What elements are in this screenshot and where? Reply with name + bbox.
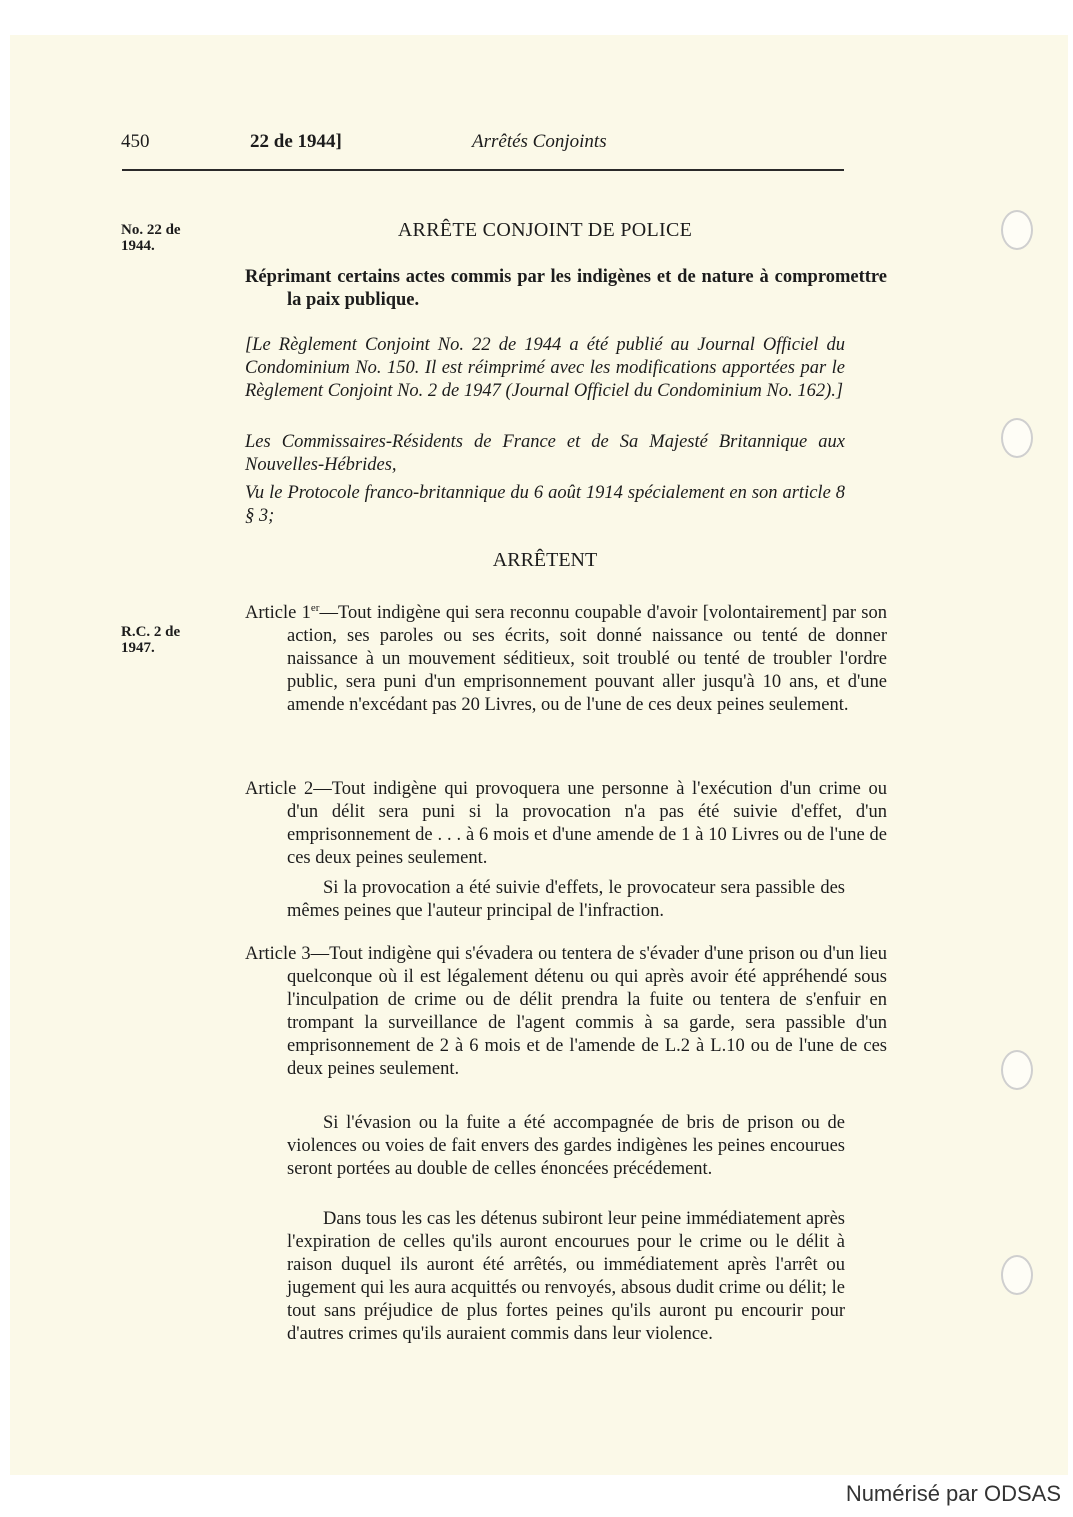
punch-hole	[1001, 418, 1033, 458]
article-3-paragraph-2: Si l'évasion ou la fuite a été accompagnée de bris de prison ou de violences ou voies de fait envers des gardes indigènes les peines encourues seront portées au double de celles énoncées précédement.	[287, 1113, 845, 1179]
punch-hole	[1001, 210, 1033, 250]
punch-hole	[1001, 1050, 1033, 1090]
article-1	[245, 597, 887, 717]
arretent-heading: ARRÊTENT	[492, 549, 598, 571]
article-2-text: —Tout indigène qui provoquera une personne à l'exécution d'un crime ou d'un délit sera puni si la provocation n'a pas été suivie d'effet, d'un emprisonnement de . . . à 6 mois et d'une amende de 1 à 10 Livres ou de l'une de ces deux peines seulement.	[287, 779, 887, 868]
article-1-label: Article 1	[245, 603, 311, 624]
header-rule	[122, 169, 844, 171]
publication-note: [Le Règlement Conjoint No. 22 de 1944 a été publié au Journal Officiel du Condominium No. 150. Il est réimprimé avec les modifications apportées par le Règlement Conjoint No. 2 de 1947 (Journal Officiel du Condominium No. 162).]	[245, 335, 845, 401]
digitization-credit: Numérisé par ODSAS	[845, 1481, 1061, 1506]
article-3-paragraph-3: Dans tous les cas les détenus subiront leur peine immédiatement après l'expiration de celles qu'ils auront encourues pour le crime ou le délit à raison duquel ils auront été arrêtés, ou immédiatement après l'arrêt ou jugement qui les aura acquittés ou renvoyés, absous dudit crime ou délit; le tout sans préjudice de plus fortes peines qu'ils auront pu encourir pour d'autres crimes qu'ils auraient commis dans leur violence.	[287, 1209, 845, 1344]
article-3	[245, 943, 887, 1081]
article-2-paragraph-2: Si la provocation a été suivie d'effets, le provocateur sera passible des mêmes peines que l'auteur principal de l'infraction.	[287, 878, 845, 921]
punch-hole	[1001, 1255, 1033, 1295]
preamble-commissioners: Les Commissaires-Résidents de France et de Sa Majesté Britannique aux Nouvelles-Hébrides,	[245, 432, 845, 475]
margin-note-amendment: R.C. 2 de 1947.	[121, 624, 181, 656]
article-1-sup: er	[310, 602, 320, 614]
article-2-label: Article 2	[245, 779, 314, 799]
article-2	[245, 778, 887, 870]
page-number: 450	[121, 131, 150, 152]
preamble-protocol: Vu le Protocole franco-britannique du 6 août 1914 spécialement en son article 8 § 3;	[245, 483, 845, 526]
document-title: ARRÊTE CONJOINT DE POLICE	[397, 219, 693, 241]
running-title: Arrêtés Conjoints	[472, 131, 607, 152]
article-1-text: —Tout indigène qui sera reconnu coupable d'avoir [volontairement] par son action, ses paroles ou ses écrits, soit donné naissance ou tenté de donner naissance à un mouvement séditieux, soit troublé ou tenté de troubler l'ordre public, sera puni d'un emprisonnement pouvant aller jusqu'à 10 ans, et d'une amende n'excédant pas 20 Livres, ou de l'une de ces deux peines seulement.	[287, 603, 887, 716]
article-3-text: —Tout indigène qui s'évadera ou tentera de s'évader d'une prison ou d'un lieu quelconque où il est légalement détenu ou qui après avoir été appréhendé sous l'inculpation de crime ou de délit prendra la fuite ou tentera de s'enfuir en trompant la surveillance de l'agent commis à sa garde, sera passible d'un emprisonnement de 2 à 6 mois et de l'amende de L.2 à L.10 ou de l'une de ces deux peines seulement.	[287, 944, 887, 1079]
article-3-label: Article 3	[245, 944, 311, 964]
document-subtitle: Réprimant certains actes commis par les indigènes et de nature à compromettre la paix publique.	[245, 267, 887, 310]
margin-note-regulation: No. 22 de 1944.	[121, 222, 181, 254]
running-reference: 22 de 1944]	[250, 131, 342, 152]
